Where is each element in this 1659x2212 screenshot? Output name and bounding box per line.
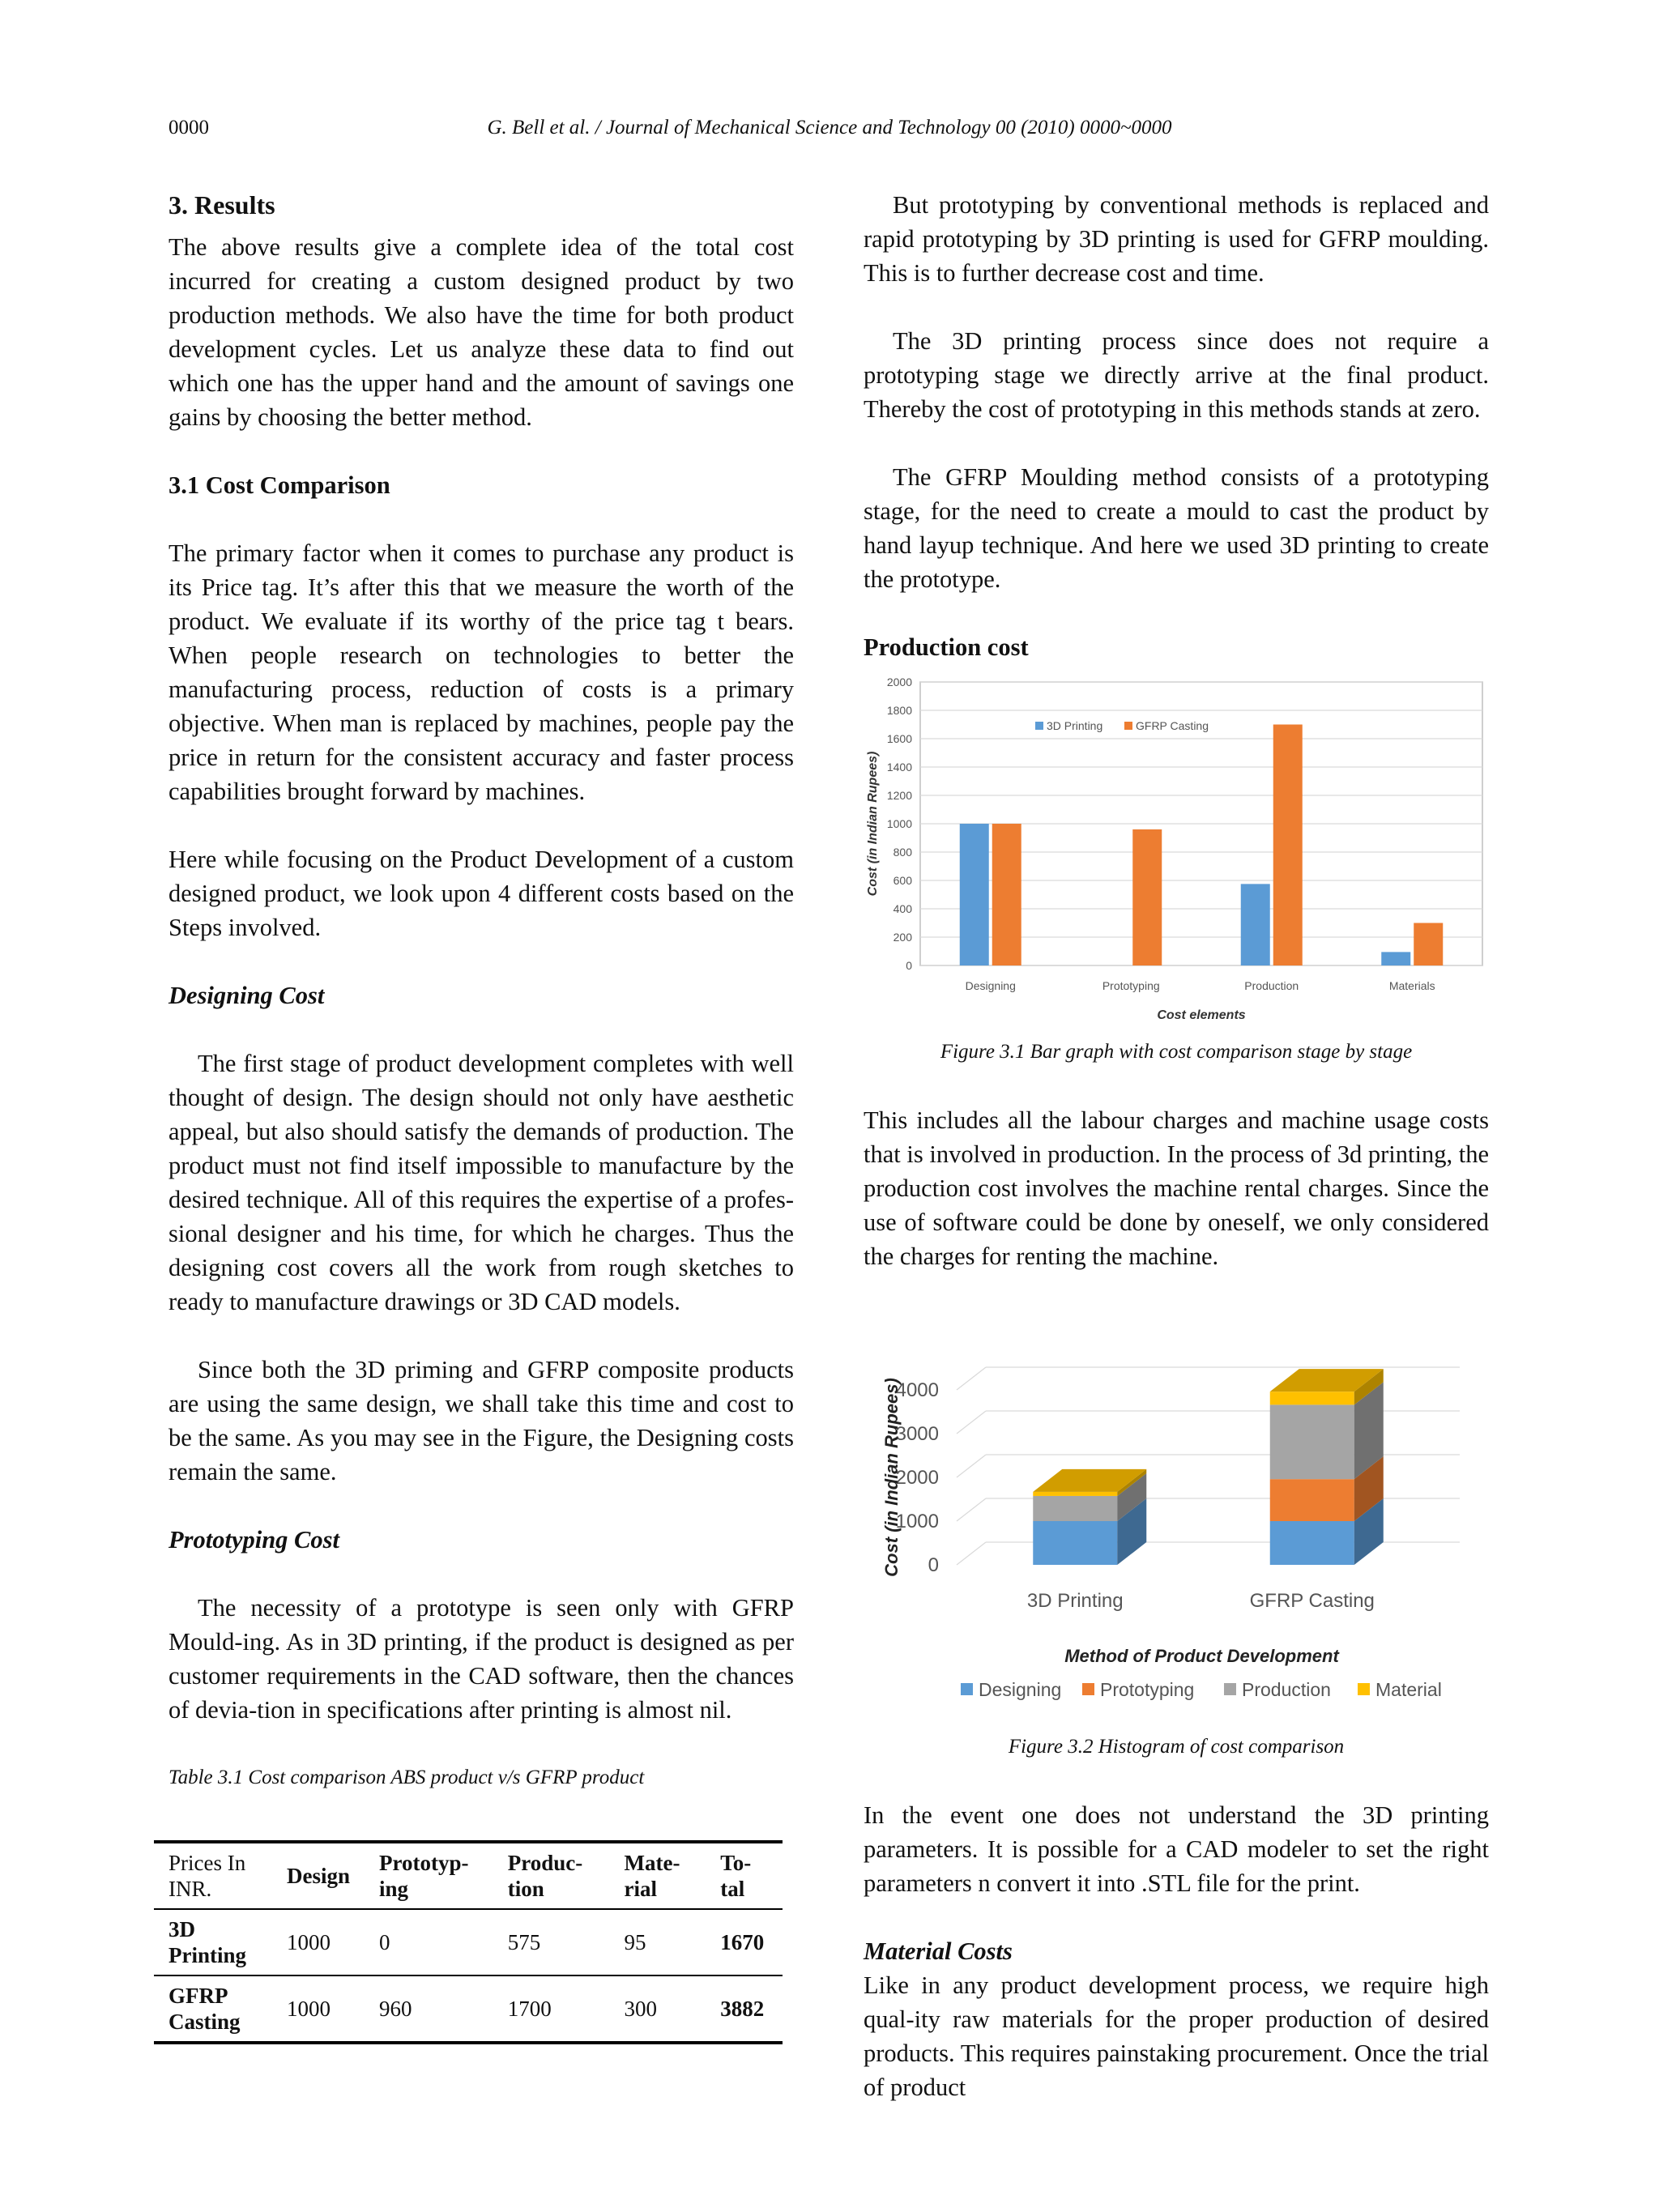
table-cell: 960 bbox=[379, 1997, 412, 2021]
running-title: G. Bell et al. / Journal of Mechanical Science and Technology 00 (2010) 0000~0000 bbox=[487, 117, 1172, 139]
gfrp-moulding-paragraph: The GFRP Moulding method consists of a prototyping stage, for the need to create a mould to cast the product by hand layup technique. And here we used 3D printing to create the prototype. bbox=[864, 463, 1489, 593]
x-axis-label: Method of Product Development bbox=[1064, 1646, 1339, 1666]
table-cell: 3D Printing bbox=[168, 1917, 247, 1967]
table-caption: Table 3.1 Cost comparison ABS product v/s GFRP product bbox=[168, 1767, 645, 1788]
legend-swatch bbox=[1035, 722, 1043, 730]
segment-front-production bbox=[1033, 1496, 1117, 1521]
histogram-figure bbox=[864, 1322, 1489, 1727]
gridline-depth bbox=[957, 1367, 986, 1390]
gridline-depth bbox=[957, 1455, 986, 1477]
designing-cost-heading: Designing Cost bbox=[168, 982, 325, 1009]
legend-entry: Prototyping bbox=[1100, 1679, 1195, 1700]
y-tick-label: 0 bbox=[906, 959, 912, 972]
y-tick-label: 600 bbox=[893, 874, 912, 887]
results-intro: The above results give a complete idea of the total cost incurred for creating a custom designed product by two production methods. We also have the time for both product development cycles. Let us analyze these data to find out which one has the upper hand and the amount of savings one gains by choosing the better method. bbox=[168, 233, 794, 431]
table-cell: 95 bbox=[624, 1930, 646, 1954]
figure-3-2-caption: Figure 3.2 Histogram of cost comparison bbox=[1008, 1736, 1345, 1758]
x-tick-label: Materials bbox=[1388, 979, 1435, 992]
y-axis-label: Cost (in Indian Rupees) bbox=[881, 1378, 902, 1577]
production-cost-heading: Production cost bbox=[864, 633, 1029, 661]
bar-3d-printing bbox=[1241, 884, 1270, 965]
y-tick-label: 2000 bbox=[886, 676, 912, 688]
section-title: 3. Results bbox=[168, 190, 275, 219]
y-tick-label: 3000 bbox=[895, 1423, 939, 1445]
table-header-cell: Design bbox=[287, 1864, 351, 1888]
table-cell: GFRP Casting bbox=[168, 1984, 241, 2034]
focus-paragraph: Here while focusing on the Product Development of a custom designed product, we look upon 4 different costs based on the Steps involved. bbox=[168, 846, 794, 941]
subsection-title: 3.1 Cost Comparison bbox=[168, 471, 390, 499]
segment-front-designing bbox=[1270, 1521, 1354, 1565]
table-header-cell: Mate-rial bbox=[624, 1851, 680, 1901]
gridline-depth bbox=[957, 1542, 986, 1565]
material-costs-heading: Material Costs bbox=[864, 1937, 1013, 1965]
legend-entry: 3D Printing bbox=[1047, 719, 1103, 732]
legend-entry: Production bbox=[1242, 1679, 1331, 1700]
y-tick-label: 1000 bbox=[886, 817, 912, 830]
segment-front-designing bbox=[1033, 1521, 1117, 1565]
table-cell: 0 bbox=[379, 1930, 390, 1954]
cost-comparison-table bbox=[154, 1840, 783, 2044]
x-tick-label: GFRP Casting bbox=[1249, 1590, 1375, 1612]
legend-entry: Designing bbox=[979, 1679, 1062, 1700]
parameters-paragraph: In the event one does not understand the 3D printing parameters. It is possible for a CAD modeler to set the right parameters n convert it into .STL file for the print. bbox=[864, 1801, 1489, 1897]
prototyping-paragraph: The necessity of a prototype is seen only with GFRP Mould-ing. As in 3D printing, if the product is designed as per customer requirements in the CAD software, then the chances of devia-tion in specifications after printing is almost nil. bbox=[168, 1594, 794, 1724]
x-tick-label: Designing bbox=[965, 979, 1016, 992]
table-row bbox=[154, 1975, 783, 2043]
bar-chart bbox=[864, 674, 1489, 1030]
prototyping-cost-heading: Prototyping Cost bbox=[168, 1526, 339, 1554]
table-cell: 1000 bbox=[287, 1930, 331, 1954]
table-cell: 1000 bbox=[287, 1997, 331, 2021]
x-tick-label: Prototyping bbox=[1102, 979, 1160, 992]
x-tick-label: 3D Printing bbox=[1026, 1590, 1124, 1612]
table-cell: 1700 bbox=[507, 1997, 552, 2021]
bar-gfrp-casting bbox=[1132, 829, 1162, 965]
bar-gfrp-casting bbox=[992, 824, 1021, 965]
table-header-cell: To-tal bbox=[720, 1851, 752, 1901]
table-cell: 1670 bbox=[720, 1930, 765, 1954]
legend-swatch bbox=[1124, 722, 1132, 730]
table-cell: 575 bbox=[507, 1930, 541, 1954]
stacked-3d-histogram bbox=[864, 1322, 1489, 1727]
y-tick-label: 2000 bbox=[895, 1467, 939, 1489]
x-axis-label: Cost elements bbox=[1157, 1008, 1246, 1022]
segment-front-production bbox=[1270, 1404, 1354, 1479]
y-tick-label: 1800 bbox=[886, 704, 912, 717]
y-tick-label: 800 bbox=[893, 846, 912, 859]
legend-entry: Material bbox=[1375, 1679, 1442, 1700]
table-header-cell: Prototyp-ing bbox=[379, 1851, 469, 1901]
y-tick-label: 1600 bbox=[886, 732, 912, 745]
y-tick-label: 0 bbox=[928, 1554, 939, 1576]
designing-paragraph-1: The first stage of product development completes with well thought of design. The design should not only have aesthetic appeal, but also should satisfy the demands of production. The product must not find itself impossible to manufacture by the desired technique. All of this requires the expertise of a profes-sional designer and his time, for which he charges. Thus the designing cost covers all the work from rough sketches to ready to manufacture drawings or 3D CAD models. bbox=[168, 1050, 794, 1315]
right-column bbox=[864, 188, 1489, 2104]
bar-3d-printing bbox=[960, 824, 989, 965]
legend-entry: GFRP Casting bbox=[1136, 719, 1209, 732]
x-tick-label: Production bbox=[1244, 979, 1299, 992]
segment-front-material bbox=[1033, 1492, 1117, 1496]
table-row bbox=[154, 1909, 783, 1975]
y-tick-label: 1400 bbox=[886, 761, 912, 774]
legend-swatch bbox=[1224, 1683, 1236, 1695]
rapid-prototyping-paragraph: But prototyping by conventional methods is replaced and rapid prototyping by 3D printing is used for GFRP moulding. This is to further decrease cost and time. bbox=[864, 191, 1489, 287]
table-cell: 300 bbox=[624, 1997, 658, 2021]
labour-charges-paragraph: This includes all the labour charges and machine usage costs that is involved in production. In the process of 3d printing, the production cost involves the machine rental charges. Since the use of software could be done by oneself, we only considered the charges for renting the machine. bbox=[864, 1106, 1489, 1270]
legend-swatch bbox=[1082, 1683, 1094, 1695]
gridline-depth bbox=[957, 1498, 986, 1521]
gridline-depth bbox=[957, 1411, 986, 1434]
bar-chart-figure bbox=[864, 674, 1489, 1030]
bar-gfrp-casting bbox=[1273, 725, 1303, 966]
figure-3-1-caption: Figure 3.1 Bar graph with cost comparison stage by stage bbox=[940, 1041, 1413, 1063]
segment-front-prototyping bbox=[1270, 1479, 1354, 1521]
table-header-cell: Produc-tion bbox=[507, 1851, 583, 1901]
page-number: 0000 bbox=[168, 117, 209, 139]
y-tick-label: 4000 bbox=[895, 1379, 939, 1401]
table-header-row bbox=[154, 1842, 783, 1909]
legend-swatch bbox=[1358, 1683, 1370, 1695]
designing-paragraph-2: Since both the 3D priming and GFRP composite products are using the same design, we shall take this time and cost to be the same. As you may see in the Figure, the Designing costs remain the same. bbox=[168, 1356, 794, 1485]
bar-3d-printing bbox=[1381, 952, 1410, 965]
primary-factor-paragraph: The primary factor when it comes to purchase any product is its Price tag. It’s after this that we measure the worth of the product. We evaluate if its worthy of the price tag t bears. When people research on technologies to better the manufacturing process, reduction of costs is a primary objective. When man is replaced by machines, people pay the price in return for the consistent accuracy and faster process capabilities brought forward by machines. bbox=[168, 539, 794, 805]
y-axis-label: Cost (in Indian Rupees) bbox=[866, 751, 880, 897]
segment-front-material bbox=[1270, 1392, 1354, 1404]
y-tick-label: 400 bbox=[893, 902, 912, 915]
table-header-cell: Prices In INR. bbox=[168, 1851, 246, 1901]
bar-gfrp-casting bbox=[1414, 923, 1443, 966]
legend-swatch bbox=[961, 1683, 973, 1695]
table-cell: 3882 bbox=[720, 1997, 765, 2021]
material-costs-paragraph: Like in any product development process, we require high qual-ity raw materials for the proper production of desired products. This requires painstaking procurement. Once the trial of product bbox=[864, 1971, 1489, 2101]
y-tick-label: 1000 bbox=[895, 1511, 939, 1532]
left-column bbox=[168, 188, 794, 2044]
3d-printing-process-paragraph: The 3D printing process since does not require a prototyping stage we directly arrive at the final product. Thereby the cost of prototyping in this methods stands at zero. bbox=[864, 327, 1489, 423]
y-tick-label: 1200 bbox=[886, 789, 912, 802]
y-tick-label: 200 bbox=[893, 931, 912, 944]
